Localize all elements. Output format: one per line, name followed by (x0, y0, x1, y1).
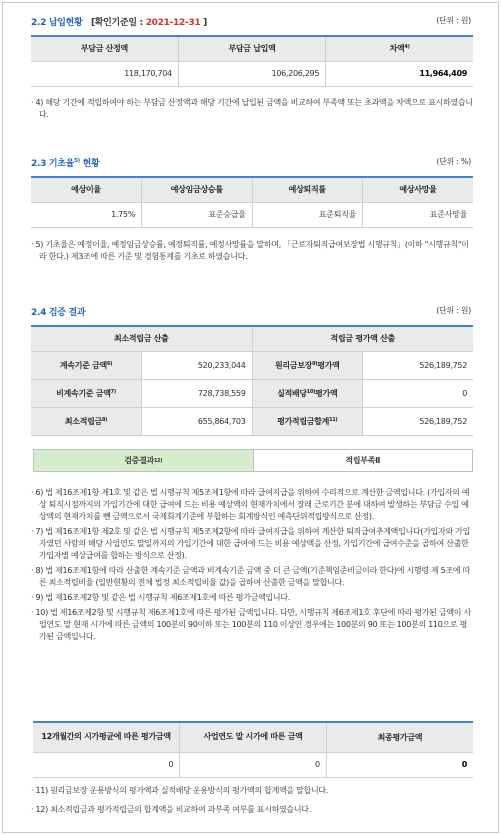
reserve-eval-header: 적립금 평가액 산출 (252, 326, 473, 351)
unit-label: (단위 : 원) (436, 16, 471, 25)
col-interest: 예상이율 (31, 177, 142, 202)
avg-value: 0 (168, 760, 174, 769)
difference-value: 11,964,409 (326, 61, 473, 86)
market-value: 0 (180, 752, 327, 777)
min-reserve-value: 655,864,703 (142, 407, 253, 435)
row-label: 평가적립금합계$^{11)}$ (252, 407, 363, 435)
row-label: 실적배당$^{10)}$평가액 (252, 379, 363, 407)
rates-table (31, 176, 473, 228)
guaranteed-eval-value: 526,189,752 (363, 351, 474, 379)
col-wage-growth: 예상임금상승률 (142, 177, 253, 202)
note-9: · 9) 법 제16조제2항 및 같은 법 시행규칙 제6조제1호에 따른 평가금액입니다. (31, 593, 291, 602)
section-payment-status (31, 15, 473, 87)
row-label: 계속기준 금액$^{6)}$ (31, 351, 142, 379)
assessed-value: 118,170,704 (124, 69, 172, 78)
continuing-basis-value: 520,233,044 (142, 351, 253, 379)
difference-label: 차액 (389, 44, 405, 54)
performance-eval-value: 0 (363, 379, 474, 407)
notes-11-12 (31, 785, 473, 819)
final-eval-value: 0 (326, 752, 473, 777)
col-difference (326, 36, 473, 61)
verification-result (33, 449, 473, 472)
valuation-table (33, 721, 473, 778)
section-title (31, 156, 99, 169)
result-label: 검증결과 12) (34, 450, 254, 471)
section-verification (31, 305, 473, 436)
eval-total-value: 526,189,752 (363, 407, 474, 435)
col-12m-average: 12개월간의 시가평균에 따른 평가금액 (33, 722, 180, 752)
verification-table (31, 325, 473, 436)
basis-date: 2021-12-31 (145, 18, 201, 28)
section-title (31, 15, 207, 28)
note-4: · 4) 해당 기간에 적립하여야 하는 부담금 산정액과 해당 기간에 납입된 금액을 비교하여 부족액 또는 초과액을 차액으로 표시하였습니다. (31, 98, 473, 119)
report-panel (2, 2, 499, 833)
col-retirement: 예상퇴직률 (252, 177, 363, 202)
retirement-value: 표준퇴직율 (252, 202, 363, 227)
basic-rates-title-suffix: 현황 (82, 159, 100, 169)
interest-value: 1.75% (111, 210, 135, 219)
verification-title: 2.4 검증 결과 (31, 308, 86, 318)
row-label: 최소적립금$^{8)}$ (31, 407, 142, 435)
min-reserve-header: 최소적립금 산출 (31, 326, 252, 351)
section-basic-rates (31, 156, 473, 228)
note-6: · 6) 법 제16조제1항 제1호 및 같은 법 시행규칙 제5조제1항에 따라 급여지급을 위하여 수리적으로 계산한 금액입니다. (가입자의 예상 퇴직시점까지의 가입기간에 대한 급여에 드는 비용 예상액의 현재가치에서 장래 근로기간 분에 대하여 발생하는 부담금 수입 예상액의 현재가치를 뺀 금액으로서 국제회계기준에 부합하는 회계방식인 예측단위적립방식으로 산정). (31, 488, 470, 521)
note-12: · 12) 최소적립금과 평가적립금의 합계액을 비교하여 과부족 여부를 표시하였습니다. (31, 805, 311, 814)
note-8: · 8) 법 제16조제1항에 따라 산출한 계속기준 금액과 비계속기준 금액 중 더 큰 금액(기준책임준비금이라 한다)에 시행령 제 5조에 따른 최소적립비율 (일반현황의 전체 법정 최소적립비율 값)을 곱하여 산출한 금액을 말합니다. (31, 566, 470, 587)
col-year-end-market: 사업연도 말 시가에 따른 금액 (180, 722, 327, 752)
mortality-value: 표준사망율 (363, 202, 474, 227)
col-assessed: 부담금 산정액 (31, 36, 178, 61)
col-final-eval: 최종평가금액 (326, 722, 473, 752)
noncontinuing-basis-value: 728,738,559 (142, 379, 253, 407)
payment-status-title: 2.2 납입현황 (31, 18, 83, 28)
note-7: · 7) 법 제16조제1항 제2호 및 같은 법 시행규칙 제5조제2항에 따라 급여지급을 위하여 계산한 퇴직급여추계액입니다(가입자와 가입자였던 사람의 해당 사업연도 말일까지의 가입기간에 대한 급여에 드는 비용 예상액을 산정, 가입기간에 급여수준을 곱하여 산출한 가입자별 예상급여를 합하는 방식으로 산정). (31, 527, 471, 560)
basis-date-label: [확인기준일 : (90, 18, 143, 28)
note-11: · 11) 원리금보장 운용방식의 평가액과 실적배당 운용방식의 평가액의 합계액을 말합니다. (31, 786, 329, 795)
col-paid: 부담금 납입액 (178, 36, 325, 61)
basic-rates-title: 2.3 기초율 (31, 159, 75, 169)
row-label: 원리금보장$^{9)}$평가액 (252, 351, 363, 379)
unit-label: (단위 : 원) (436, 306, 471, 315)
note-10: · 10) 법 제16조제2항 및 시행규칙 제6조제1호에 따른 평가된 금액입니다. 다만, 시행규칙 제6조제1호 후단에 따라 평가된 금액이 사업연도 말 현재 시가에 따른 금액의 100분의 90이하 또는 100분의 110 이상인 경우에는 100분의 90 또는 100분의 110으로 평가된 금액입니다. (31, 608, 471, 641)
result-value: 적립부족Ⅱ (345, 456, 381, 465)
unit-label: (단위 : %) (436, 157, 471, 166)
note-5: · 5) 기초율은 예정이율, 예정임금상승률, 예정퇴직률, 예정사망률을 말하며, 「근로자퇴직급여보장법 시행규칙」(이하 "시행규칙"이라 한다.) 제3조에 따른 기준 및 경험통계를 기초로 하였습니다. (31, 240, 469, 261)
wage-growth-value: 표준승급율 (142, 202, 253, 227)
footnote-ref: 5) (74, 158, 80, 164)
paid-value: 106,206,295 (178, 61, 325, 86)
valuation-table-wrap (33, 721, 473, 778)
notes-6-10 (31, 487, 473, 646)
basis-date-close: ] (203, 18, 207, 28)
footnote-ref: 4) (404, 44, 410, 51)
col-mortality: 예상사망율 (363, 177, 474, 202)
row-label: 비계속기준 금액$^{7)}$ (31, 379, 142, 407)
payment-table (31, 35, 473, 87)
